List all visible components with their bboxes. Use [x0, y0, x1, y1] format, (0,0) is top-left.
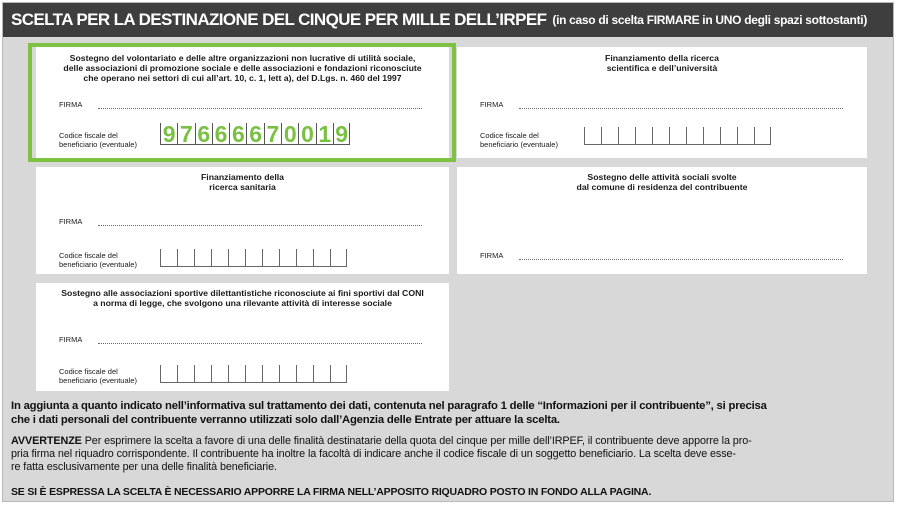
box-sportive-title: Sostegno alle associazioni sportive dilettantistiche riconosciute ai fini sportivi dal CONI a norma di legge, che svolgono una rilevante attività di interesse sociale — [61, 288, 424, 308]
firma-signature-line[interactable] — [98, 108, 422, 109]
cf-digit: 7 — [177, 123, 194, 145]
avvertenze-label: AVVERTENZE — [11, 435, 82, 447]
cf-digit: 7 — [264, 123, 281, 145]
codice-fiscale-field[interactable] — [160, 365, 347, 383]
box-ricerca-sanitaria-title: Finanziamento della ricerca sanitaria — [200, 172, 285, 192]
box-sportive — [36, 283, 449, 391]
firma-label: FIRMA — [480, 251, 504, 260]
cf-digit: 9 — [160, 123, 177, 145]
box-volontariato-title: Sostegno del volontariato e delle altre organizzazioni non lucrative di utilità sociale, delle associazioni di promozione sociale e delle associazioni e fondazioni riconosciute che operano nei settori di cui all’art. 10, c. 1, lett a), del D.Lgs. n. 460 del 1997 — [63, 53, 422, 83]
cf-digit: 6 — [212, 123, 229, 145]
firma-signature-line[interactable] — [519, 108, 843, 109]
firma-signature-line[interactable] — [98, 343, 422, 344]
box-ricerca-scientifica-title: Finanziamento della ricerca scientifica e dell’università — [605, 53, 719, 73]
codice-fiscale-label: Codice fiscale del beneficiario (eventuale) — [480, 131, 558, 149]
codice-fiscale-label: Codice fiscale del beneficiario (eventuale) — [59, 251, 137, 269]
codice-fiscale-label: Codice fiscale del beneficiario (eventuale) — [59, 131, 137, 149]
cf-digit: 6 — [195, 123, 212, 145]
firma-label: FIRMA — [480, 100, 504, 109]
cf-digit: 6 — [229, 123, 246, 145]
cf-digit: 6 — [246, 123, 263, 145]
box-ricerca-scientifica — [457, 47, 867, 158]
form-title: SCELTA PER LA DESTINAZIONE DEL CINQUE PER MILLE DELL’IRPEF — [11, 10, 547, 29]
firma-signature-line[interactable] — [98, 225, 422, 226]
cf-digit: 0 — [281, 123, 298, 145]
cf-digit: 9 — [333, 123, 350, 145]
box-ricerca-sanitaria — [36, 167, 449, 274]
firma-label: FIRMA — [59, 100, 83, 109]
cf-digit: 0 — [298, 123, 315, 145]
firma-label: FIRMA — [59, 335, 83, 344]
final-note: SE SI È ESPRESSA LA SCELTA È NECESSARIO APPORRE LA FIRMA NELL’APPOSITO RIQUADRO POSTO IN FONDO ALLA PAGINA. — [11, 486, 652, 498]
cinque-per-mille-form — [2, 2, 894, 502]
codice-fiscale-field[interactable] — [584, 127, 771, 145]
codice-fiscale-field[interactable] — [160, 249, 347, 267]
firma-label: FIRMA — [59, 217, 83, 226]
box-attivita-sociali — [457, 167, 867, 274]
header-bar — [3, 3, 893, 37]
box-volontariato — [36, 47, 449, 158]
form-subtitle: (in caso di scelta FIRMARE in UNO degli spazi sottostanti) — [552, 13, 868, 27]
firma-signature-line[interactable] — [519, 259, 843, 260]
codice-fiscale-label: Codice fiscale del beneficiario (eventuale) — [59, 367, 137, 385]
privacy-note: In aggiunta a quanto indicato nell’informativa sul trattamento dei dati, contenuta nel paragrafo 1 delle “Informazioni per il contribuente”, si precisa che i dati personali del contribuente verranno utilizzati solo dall’Agenzia delle Entrate per attuare la scelta. — [11, 400, 767, 426]
cf-digit: 1 — [316, 123, 333, 145]
avvertenze-note: AVVERTENZE Per esprimere la scelta a favore di una delle finalità destinatarie della quota del cinque per mille dell’IRPEF, il contribuente deve apporre la pro- pria firma nel riquadro corrispondente. Il contribuente ha inoltre la facoltà di indicare anche il codice fiscale di un soggetto beneficiario. La scelta deve esse- re fatta esclusivamente per una delle finalità beneficiarie. — [11, 435, 752, 473]
box-attivita-sociali-title: Sostegno delle attività sociali svolte dal comune di residenza del contribuente — [576, 172, 748, 192]
codice-fiscale-field[interactable] — [160, 123, 350, 145]
